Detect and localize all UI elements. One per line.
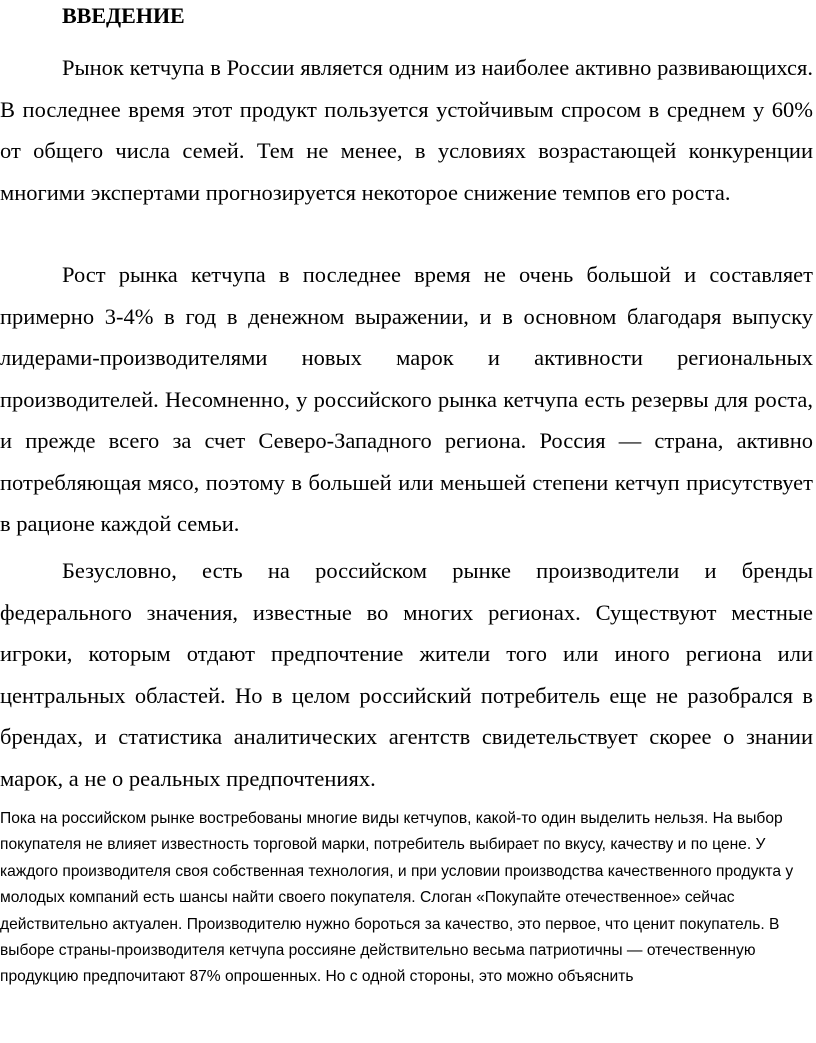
paragraph-brands: Безусловно, есть на российском рынке производители и бренды федерального значения, известные во многих регионах. Существуют местные игроки, которым отдают предпочтение жители того или иного региона или центральных областей. Но в целом российский потребитель еще не разобрался в брендах, и статистика аналитических агентств свидетельствует скорее о знании марок, а не о реальных предпочтениях.: [0, 558, 813, 791]
paragraph-market-growth: Рост рынка кетчупа в последнее время не очень большой и составляет примерно 3-4% в год в денежном выражении, и в основном благодаря выпуску лидерами-производителями новых марок и активности региональных производителей. Несомненно, у российского рынка кетчупа есть резервы для роста, и прежде всего за счет Северо-Западного региона. Россия — страна, активно потребляющая мясо, поэтому в большей или меньшей степени кетчуп присутствует в рационе каждой семьи.: [0, 262, 813, 536]
paragraph-market-overview: Рынок кетчупа в России является одним из наиболее активно развивающихся. В последнее время этот продукт пользуется устойчивым спросом в среднем у 60% от общего числа семей. Тем не менее, в условиях возрастающей конкуренции многими экспертами прогнозируется некоторое снижение темпов его роста.: [0, 55, 813, 205]
document-heading: ВВЕДЕНИЕ: [62, 3, 185, 28]
paragraph-consumer-preferences: Пока на российском рынке востребованы многие виды кетчупов, какой-то один выделить нельзя. На выбор покупателя не влияет известность торговой марки, потребитель выбирает по вкусу, качеству и по цене. У каждого производителя своя собственная технология, и при условии производства качественного продукта у молодых компаний есть шансы найти своего покупателя. Слоган «Покупайте отечественное» сейчас действительно актуален. Производителю нужно бороться за качество, это первое, что ценит покупатель. В выборе страны-производителя кетчупа россияне действительно весьма патриотичны — отечественную продукцию предпочитают 87% опрошенных. Но с одной стороны, это можно объяснить: [0, 810, 794, 986]
